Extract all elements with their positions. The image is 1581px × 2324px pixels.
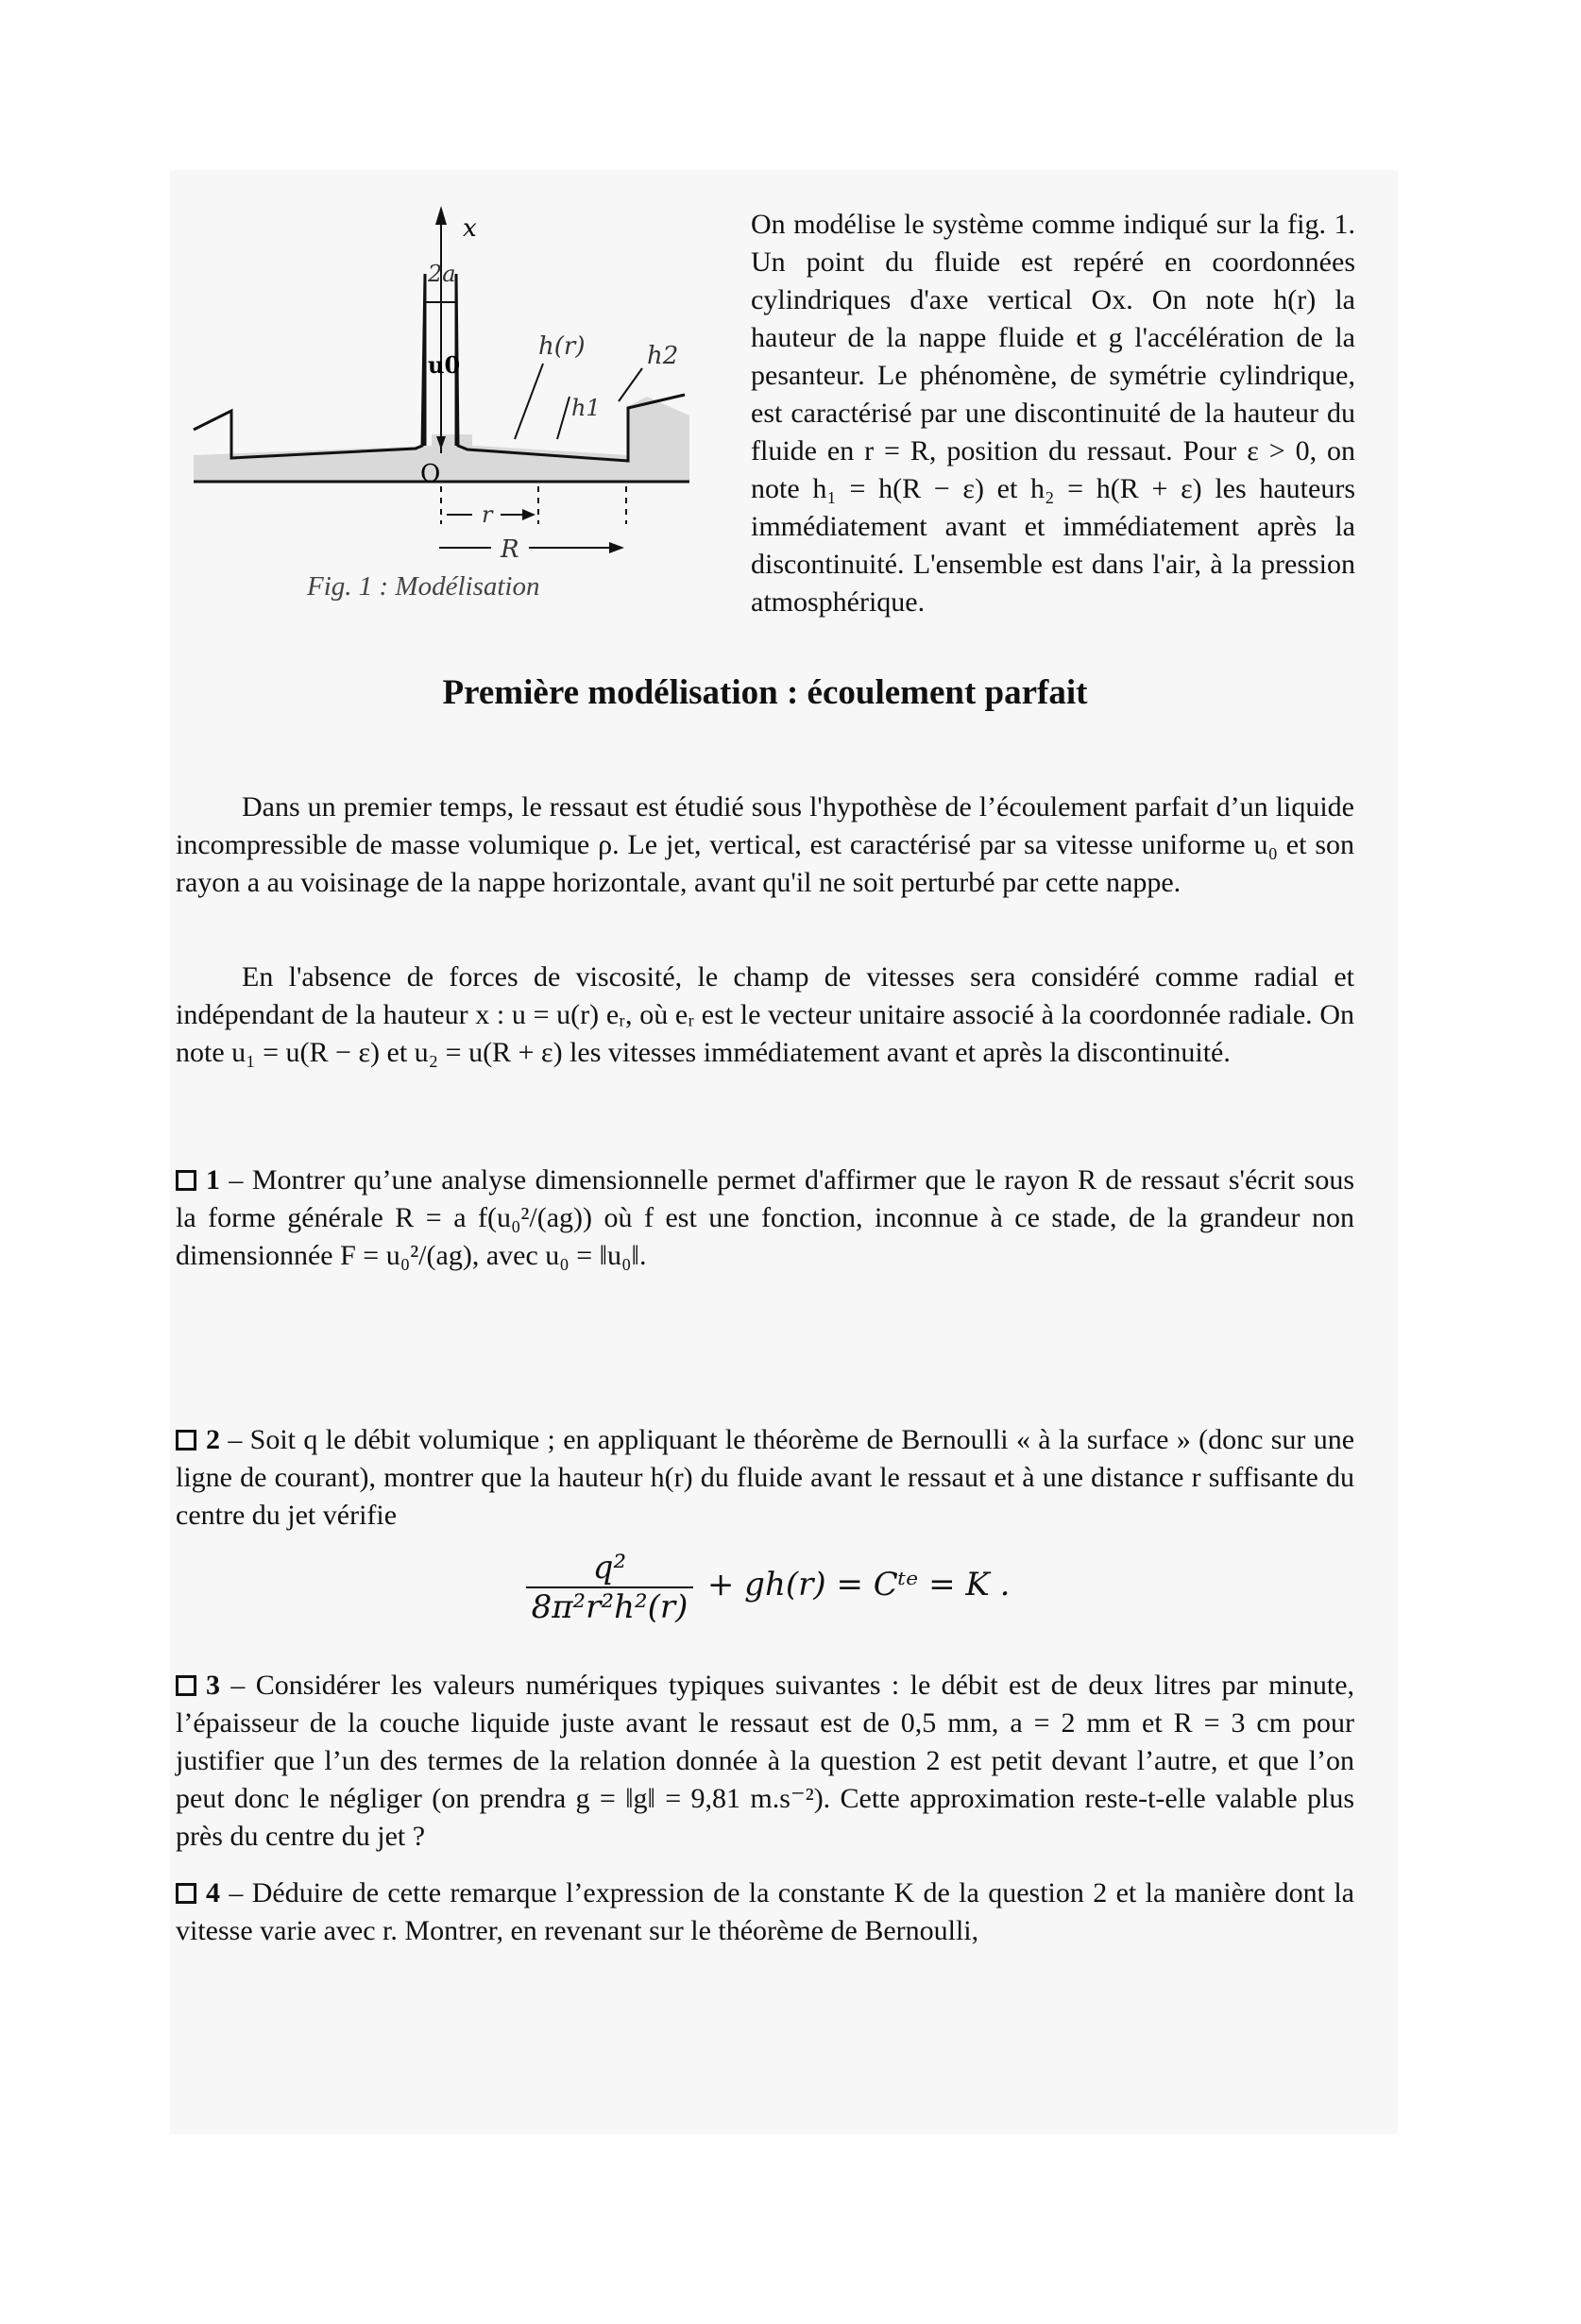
question-4 xyxy=(176,1874,1354,1950)
h1-pointer xyxy=(557,397,570,439)
question-3-number: 3 xyxy=(206,1670,220,1701)
checkbox-icon xyxy=(176,1170,196,1191)
question-4-text: – Déduire de cette remarque l’expression de la constante K de la question 2 et la manière dont la vitesse varie avec r. Montrer, en revenant sur le théorème de Bernoulli, xyxy=(176,1877,1354,1946)
h2-pointer xyxy=(619,368,642,401)
question-2-number: 2 xyxy=(206,1424,220,1455)
label-r: r xyxy=(482,501,493,528)
paragraph-2-text: En l'absence de forces de viscosité, le champ de vitesses sera considéré comme radial et indépendant de la hauteur x : u = u(r) eᵣ, où eᵣ est le vecteur unitaire associé à la coordonnée radiale. On note u₁ = u(R − ε) et u₂ = u(R + ε) les vitesses immédiatement avant et après la discontinuité. xyxy=(176,961,1354,1068)
section-title: Première modélisation : écoulement parfait xyxy=(442,673,1088,712)
hr-pointer xyxy=(515,364,543,439)
paragraph-1 xyxy=(176,789,1354,902)
paragraph-1-text: Dans un premier temps, le ressaut est étudié sous l'hypothèse de l’écoulement parfait d’un liquide incompressible de masse volumique ρ. Le jet, vertical, est caractérisé par sa vitesse uniforme u₀ et son rayon a au voisinage de la nappe horizontale, avant qu'il ne soit perturbé par cette nappe. xyxy=(176,791,1354,898)
question-1-text: – Montrer qu’une analyse dimensionnelle permet d'affirmer que le rayon R de ressaut s'écrit sous la forme générale R = a f(u₀²/(ag)) où f est une fonction, inconnue à ce stade, de la grandeur non dimensionnée F = u₀²/(ag), avec u₀ = ‖u₀‖. xyxy=(176,1164,1354,1271)
question-3-text: – Considérer les valeurs numériques typiques suivantes : le débit est de deux litres par minute, l’épaisseur de la couche liquide juste avant le ressaut est de 0,5 mm, a = 2 mm et R = 3 cm pour justifier que l’un des termes de la relation donnée à la question 2 est petit devant l’autre, et que l’on peut donc le négliger (on prendra g = ‖g‖ = 9,81 m.s⁻²). Cette approximation reste-t-elle valable plus près du centre du jet ? xyxy=(176,1670,1355,1852)
question-2 xyxy=(176,1421,1354,1535)
label-2a: 2a xyxy=(428,261,456,287)
question-1-number: 1 xyxy=(206,1164,220,1196)
intro-text xyxy=(751,178,1355,650)
checkbox-icon xyxy=(176,1430,196,1450)
figure-modelisation xyxy=(175,198,713,614)
equation-fraction xyxy=(526,1549,694,1626)
R-arrowhead xyxy=(609,542,624,553)
question-1 xyxy=(176,1162,1354,1275)
equation-numerator: q² xyxy=(526,1549,694,1588)
label-h2: h2 xyxy=(647,342,679,370)
figure-diagram xyxy=(175,198,713,614)
question-3 xyxy=(176,1667,1354,1856)
r-arrowhead xyxy=(522,509,536,520)
label-h1: h1 xyxy=(571,395,601,421)
label-u0: u0 xyxy=(428,351,461,379)
left-surface xyxy=(194,274,425,458)
paragraph-2 xyxy=(176,958,1354,1072)
question-2-text: – Soit q le débit volumique ; en appliquant le théorème de Bernoulli « à la surface » (donc sur une ligne de courant), montrer que la hauteur h(r) du fluide avant le ressaut et à une distance r suffisante du centre du jet vérifie xyxy=(176,1424,1355,1531)
label-O: O xyxy=(420,460,441,488)
label-x: x xyxy=(463,214,477,243)
x-axis-arrow xyxy=(435,206,447,225)
checkbox-icon xyxy=(176,1675,196,1696)
equation-denominator: 8π²r²h²(r) xyxy=(531,1588,688,1626)
question-4-number: 4 xyxy=(206,1877,220,1908)
equation-rest: + gh(r) = Cᵗᵉ = K . xyxy=(706,1565,1011,1603)
label-R: R xyxy=(501,535,519,564)
equation-bernoulli xyxy=(176,1549,1354,1626)
intro-paragraph: On modélise le système comme indiqué sur la fig. 1. Un point du fluide est repéré en coordonnées cylindriques d'axe vertical Ox. On note h(r) la hauteur de la nappe fluide et g l'accélération de la pesanteur. Le phénomène, de symétrie cylindrique, est caractérisé par une discontinuité de la hauteur du fluide en r = R, position du ressaut. Pour ε > 0, on note h₁ = h(R − ε) et h₂ = h(R + ε) les hauteurs immédiatement avant et immédiatement après la discontinuité. L'ensemble est dans l'air, à la pression atmosphérique. xyxy=(751,209,1355,618)
figure-caption: Fig. 1 : Modélisation xyxy=(307,571,540,602)
checkbox-icon xyxy=(176,1883,196,1904)
label-hr: h(r) xyxy=(538,332,586,361)
